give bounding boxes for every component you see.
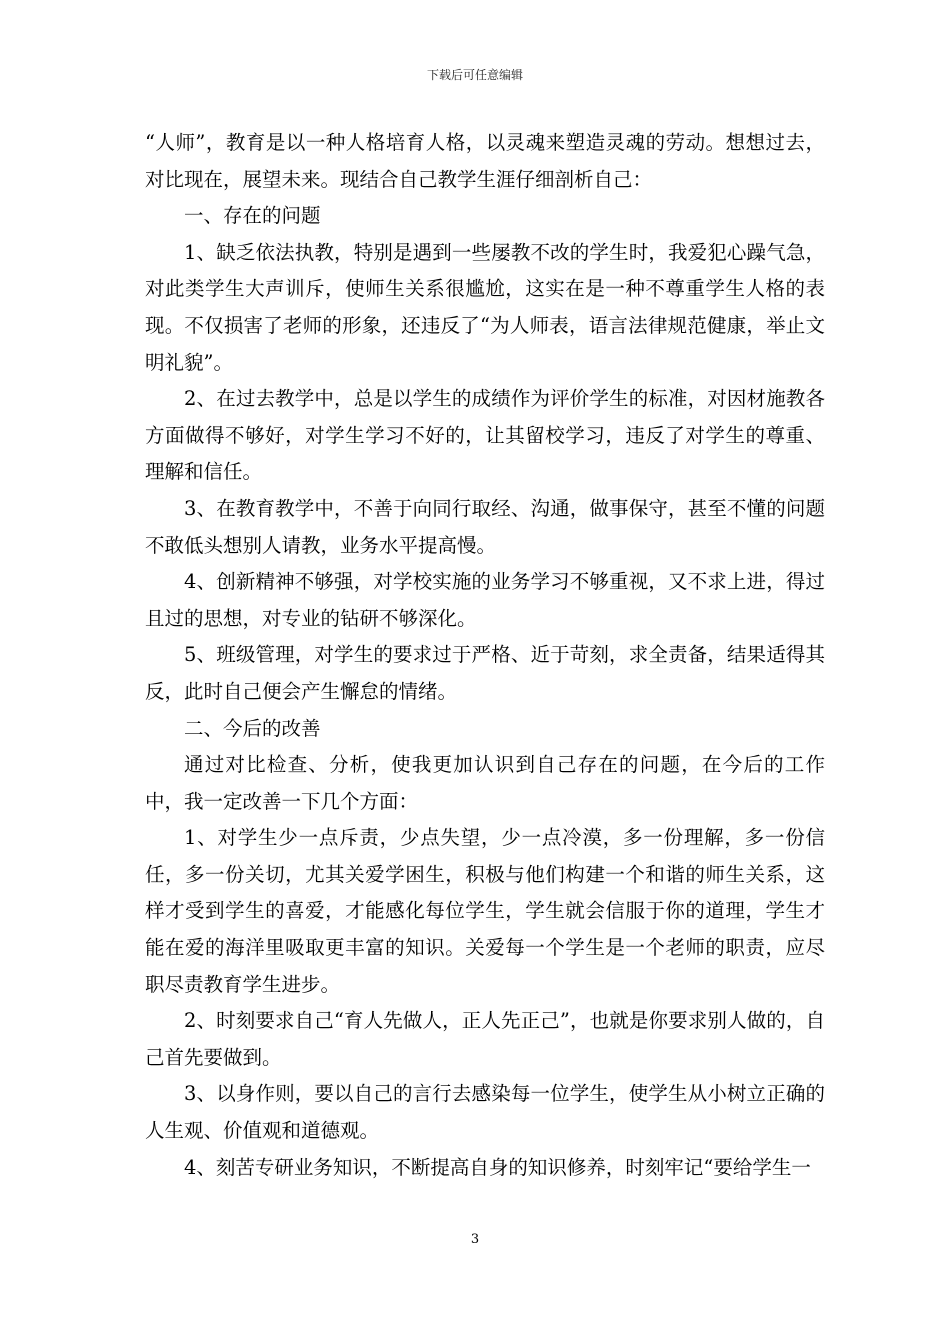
paragraph: 1、缺乏依法执教，特别是遇到一些屡教不改的学生时，我爱犯心躁气急，对此类学生大声训斥，使师生关系很尴尬，这实在是一种不尊重学生人格的表现。不仅损害了老师的形象，还违反了“为人师表，语言法律规范健康，举止文明礼貌”。	[145, 240, 825, 374]
paragraph: 3、在教育教学中，不善于向同行取经、沟通，做事保守，甚至不懂的问题不敢低头想别人请教，业务水平提高慢。	[145, 496, 825, 557]
paragraph: 5、班级管理，对学生的要求过于严格、近于苛刻，求全责备，结果适得其反，此时自己便会产生懈怠的情绪。	[145, 643, 825, 703]
section-heading: 二、今后的改善	[184, 716, 321, 740]
section-heading: 一、存在的问题	[184, 204, 321, 228]
page-header: 下载后可任意编辑	[426, 68, 523, 82]
paragraph: “人师”，教育是以一种人格培育人格，以灵魂来塑造灵魂的劳动。想想过去，对比现在，展望未来。现结合自己教学生涯仔细剖析自己：	[145, 131, 825, 191]
paragraph: 4、创新精神不够强，对学校实施的业务学习不够重视，又不求上进，得过且过的思想，对专业的钻研不够深化。	[145, 570, 825, 630]
paragraph: 1、对学生少一点斥责，少点失望，少一点冷漠，多一份理解，多一份信任，多一份关切，尤其关爱学困生，积极与他们构建一个和谐的师生关系，这样才受到学生的喜爱，才能感化每位学生，学生就会信服于你的道理，学生才能在爱的海洋里吸取更丰富的知识。关爱每一个学生是一个老师的职责，应尽职尽责教育学生进步。	[145, 826, 825, 996]
paragraph: 通过对比检查、分析，使我更加认识到自己存在的问题，在今后的工作中，我一定改善一下几个方面：	[145, 753, 825, 813]
document-body	[145, 125, 825, 1186]
paragraph: 4、刻苦专研业务知识，不断提高自身的知识修养，时刻牢记“要给学生一	[184, 1155, 811, 1179]
paragraph: 2、在过去教学中，总是以学生的成绩作为评价学生的标准，对因材施教各方面做得不够好，对学生学习不好的，让其留校学习，违反了对学生的尊重、理解和信任。	[145, 387, 825, 484]
page-number: 3	[470, 1232, 480, 1247]
paragraph: 3、以身作则，要以自己的言行去感染每一位学生，使学生从小树立正确的人生观、价值观和道德观。	[145, 1082, 825, 1143]
paragraph: 2、时刻要求自己“育人先做人，正人先正己”，也就是你要求别人做的，自己首先要做到。	[145, 1009, 825, 1069]
